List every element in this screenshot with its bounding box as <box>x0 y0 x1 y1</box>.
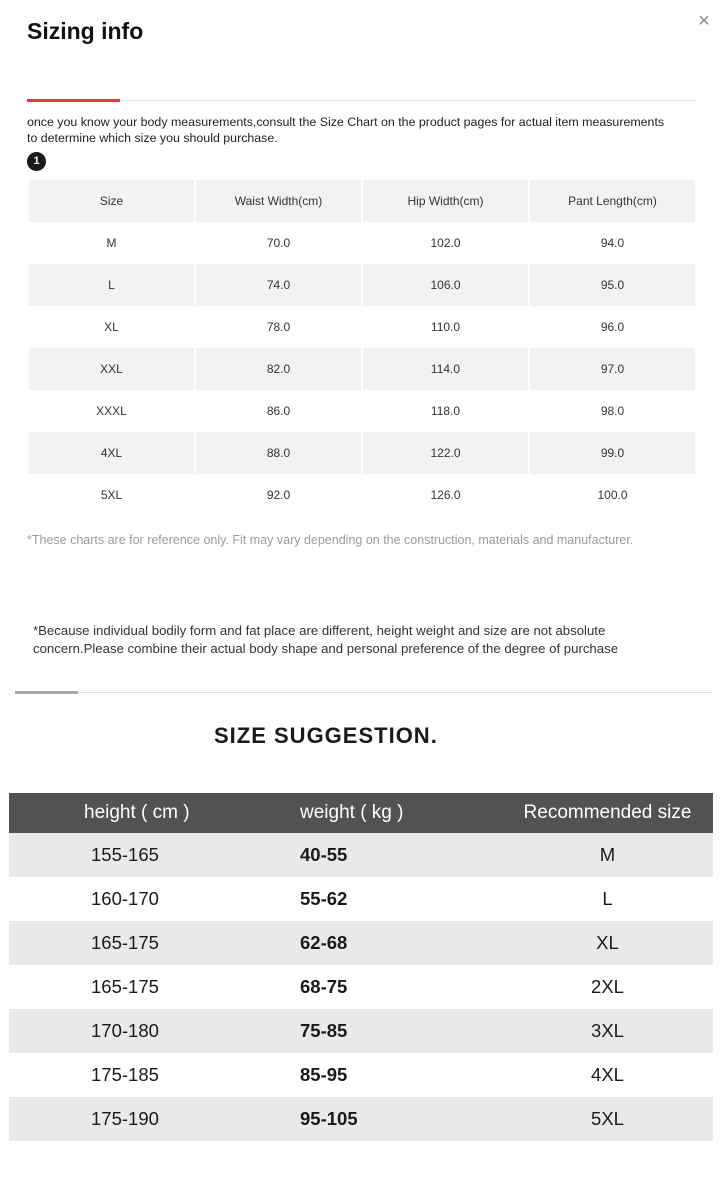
table-cell: M <box>106 236 117 250</box>
intro-text: once you know your body measurements,consult the Size Chart on the product pages for actual item measurements to determine which size you should purchase. <box>27 115 665 145</box>
page-title: Sizing info <box>27 18 144 44</box>
height-cell: 170-180 <box>91 1020 159 1041</box>
suggestion-row <box>9 833 713 877</box>
suggestion-row <box>9 921 713 965</box>
table-cell: 4XL <box>29 432 194 474</box>
table-cell: 102.0 <box>430 236 461 250</box>
table-row <box>29 390 695 432</box>
height-cell: 175-190 <box>91 1108 159 1129</box>
suggestion-row <box>9 877 713 921</box>
column-header: Recommended size <box>523 802 692 823</box>
size-suggestion-table <box>9 793 713 1141</box>
table-cell: XXL <box>29 348 194 390</box>
size-suggestion-title: SIZE SUGGESTION. <box>214 723 438 748</box>
table-cell: 88.0 <box>196 432 361 474</box>
size-chart-table <box>27 180 697 516</box>
table-cell: 106.0 <box>363 264 528 306</box>
table-cell: 118.0 <box>430 404 461 418</box>
table-cell: 74.0 <box>196 264 361 306</box>
table-cell: 97.0 <box>530 348 695 390</box>
table-cell: 78.0 <box>266 320 291 334</box>
reference-note: *These charts are for reference only. Fit may vary depending on the construction, materials and manufacturer. <box>27 533 634 547</box>
suggestion-row <box>9 1009 713 1053</box>
column-header: weight ( kg ) <box>300 802 404 823</box>
size-cell: 2XL <box>591 976 624 997</box>
suggestion-row <box>9 1097 713 1141</box>
table-row <box>29 222 695 264</box>
size-cell: L <box>602 888 613 909</box>
table-cell: 98.0 <box>600 404 625 418</box>
step-badge: 1 <box>27 152 46 171</box>
section-divider <box>15 692 712 693</box>
column-header: Waist Width(cm) <box>196 180 361 222</box>
size-cell: 4XL <box>591 1064 624 1085</box>
size-cell: 5XL <box>591 1108 624 1129</box>
table-cell: 95.0 <box>530 264 695 306</box>
close-icon[interactable]: × <box>698 10 710 32</box>
header-divider <box>27 100 697 101</box>
weight-cell: 55-62 <box>300 888 348 909</box>
table-cell: L <box>29 264 194 306</box>
height-cell: 165-175 <box>91 976 159 997</box>
table-cell: 5XL <box>100 488 123 502</box>
table-row <box>29 306 695 348</box>
suggestion-row <box>9 965 713 1009</box>
table-cell: 94.0 <box>600 236 625 250</box>
table-cell: XXXL <box>96 404 127 418</box>
table-cell: 126.0 <box>430 488 461 502</box>
table-cell: 100.0 <box>597 488 628 502</box>
size-cell: M <box>599 844 616 865</box>
table-row <box>29 474 695 516</box>
table-cell: XL <box>104 320 119 334</box>
table-cell: 92.0 <box>266 488 291 502</box>
column-header: Size <box>29 180 194 222</box>
body-shape-note: *Because individual bodily form and fat place are different, height weight and size are not absolute concern.Please combine their actual body shape and personal preference of the degree of purchase <box>33 623 619 656</box>
height-cell: 165-175 <box>91 932 159 953</box>
table-cell: 122.0 <box>363 432 528 474</box>
suggestion-row <box>9 1053 713 1097</box>
table-cell: 110.0 <box>430 320 461 334</box>
weight-cell: 40-55 <box>300 844 348 865</box>
size-cell: 3XL <box>591 1020 624 1041</box>
height-cell: 175-185 <box>91 1064 159 1085</box>
table-cell: 70.0 <box>266 236 291 250</box>
table-cell: 82.0 <box>196 348 361 390</box>
table-cell: 99.0 <box>530 432 695 474</box>
header-divider-accent <box>27 99 120 102</box>
height-cell: 155-165 <box>91 844 159 865</box>
column-header: Hip Width(cm) <box>363 180 528 222</box>
table-cell: 114.0 <box>363 348 528 390</box>
column-header: Pant Length(cm) <box>530 180 695 222</box>
size-cell: XL <box>596 932 619 953</box>
weight-cell: 68-75 <box>300 976 348 997</box>
table-header-row <box>29 180 695 222</box>
weight-cell: 62-68 <box>300 932 348 953</box>
weight-cell: 95-105 <box>300 1108 358 1129</box>
table-cell: 86.0 <box>266 404 291 418</box>
table-row <box>29 432 695 474</box>
column-header: height ( cm ) <box>84 802 190 823</box>
table-row <box>29 348 695 390</box>
suggestion-header-row <box>9 793 713 833</box>
weight-cell: 75-85 <box>300 1020 348 1041</box>
section-divider-accent <box>15 691 78 694</box>
table-row <box>29 264 695 306</box>
weight-cell: 85-95 <box>300 1064 348 1085</box>
table-cell: 96.0 <box>600 320 625 334</box>
height-cell: 160-170 <box>91 888 159 909</box>
